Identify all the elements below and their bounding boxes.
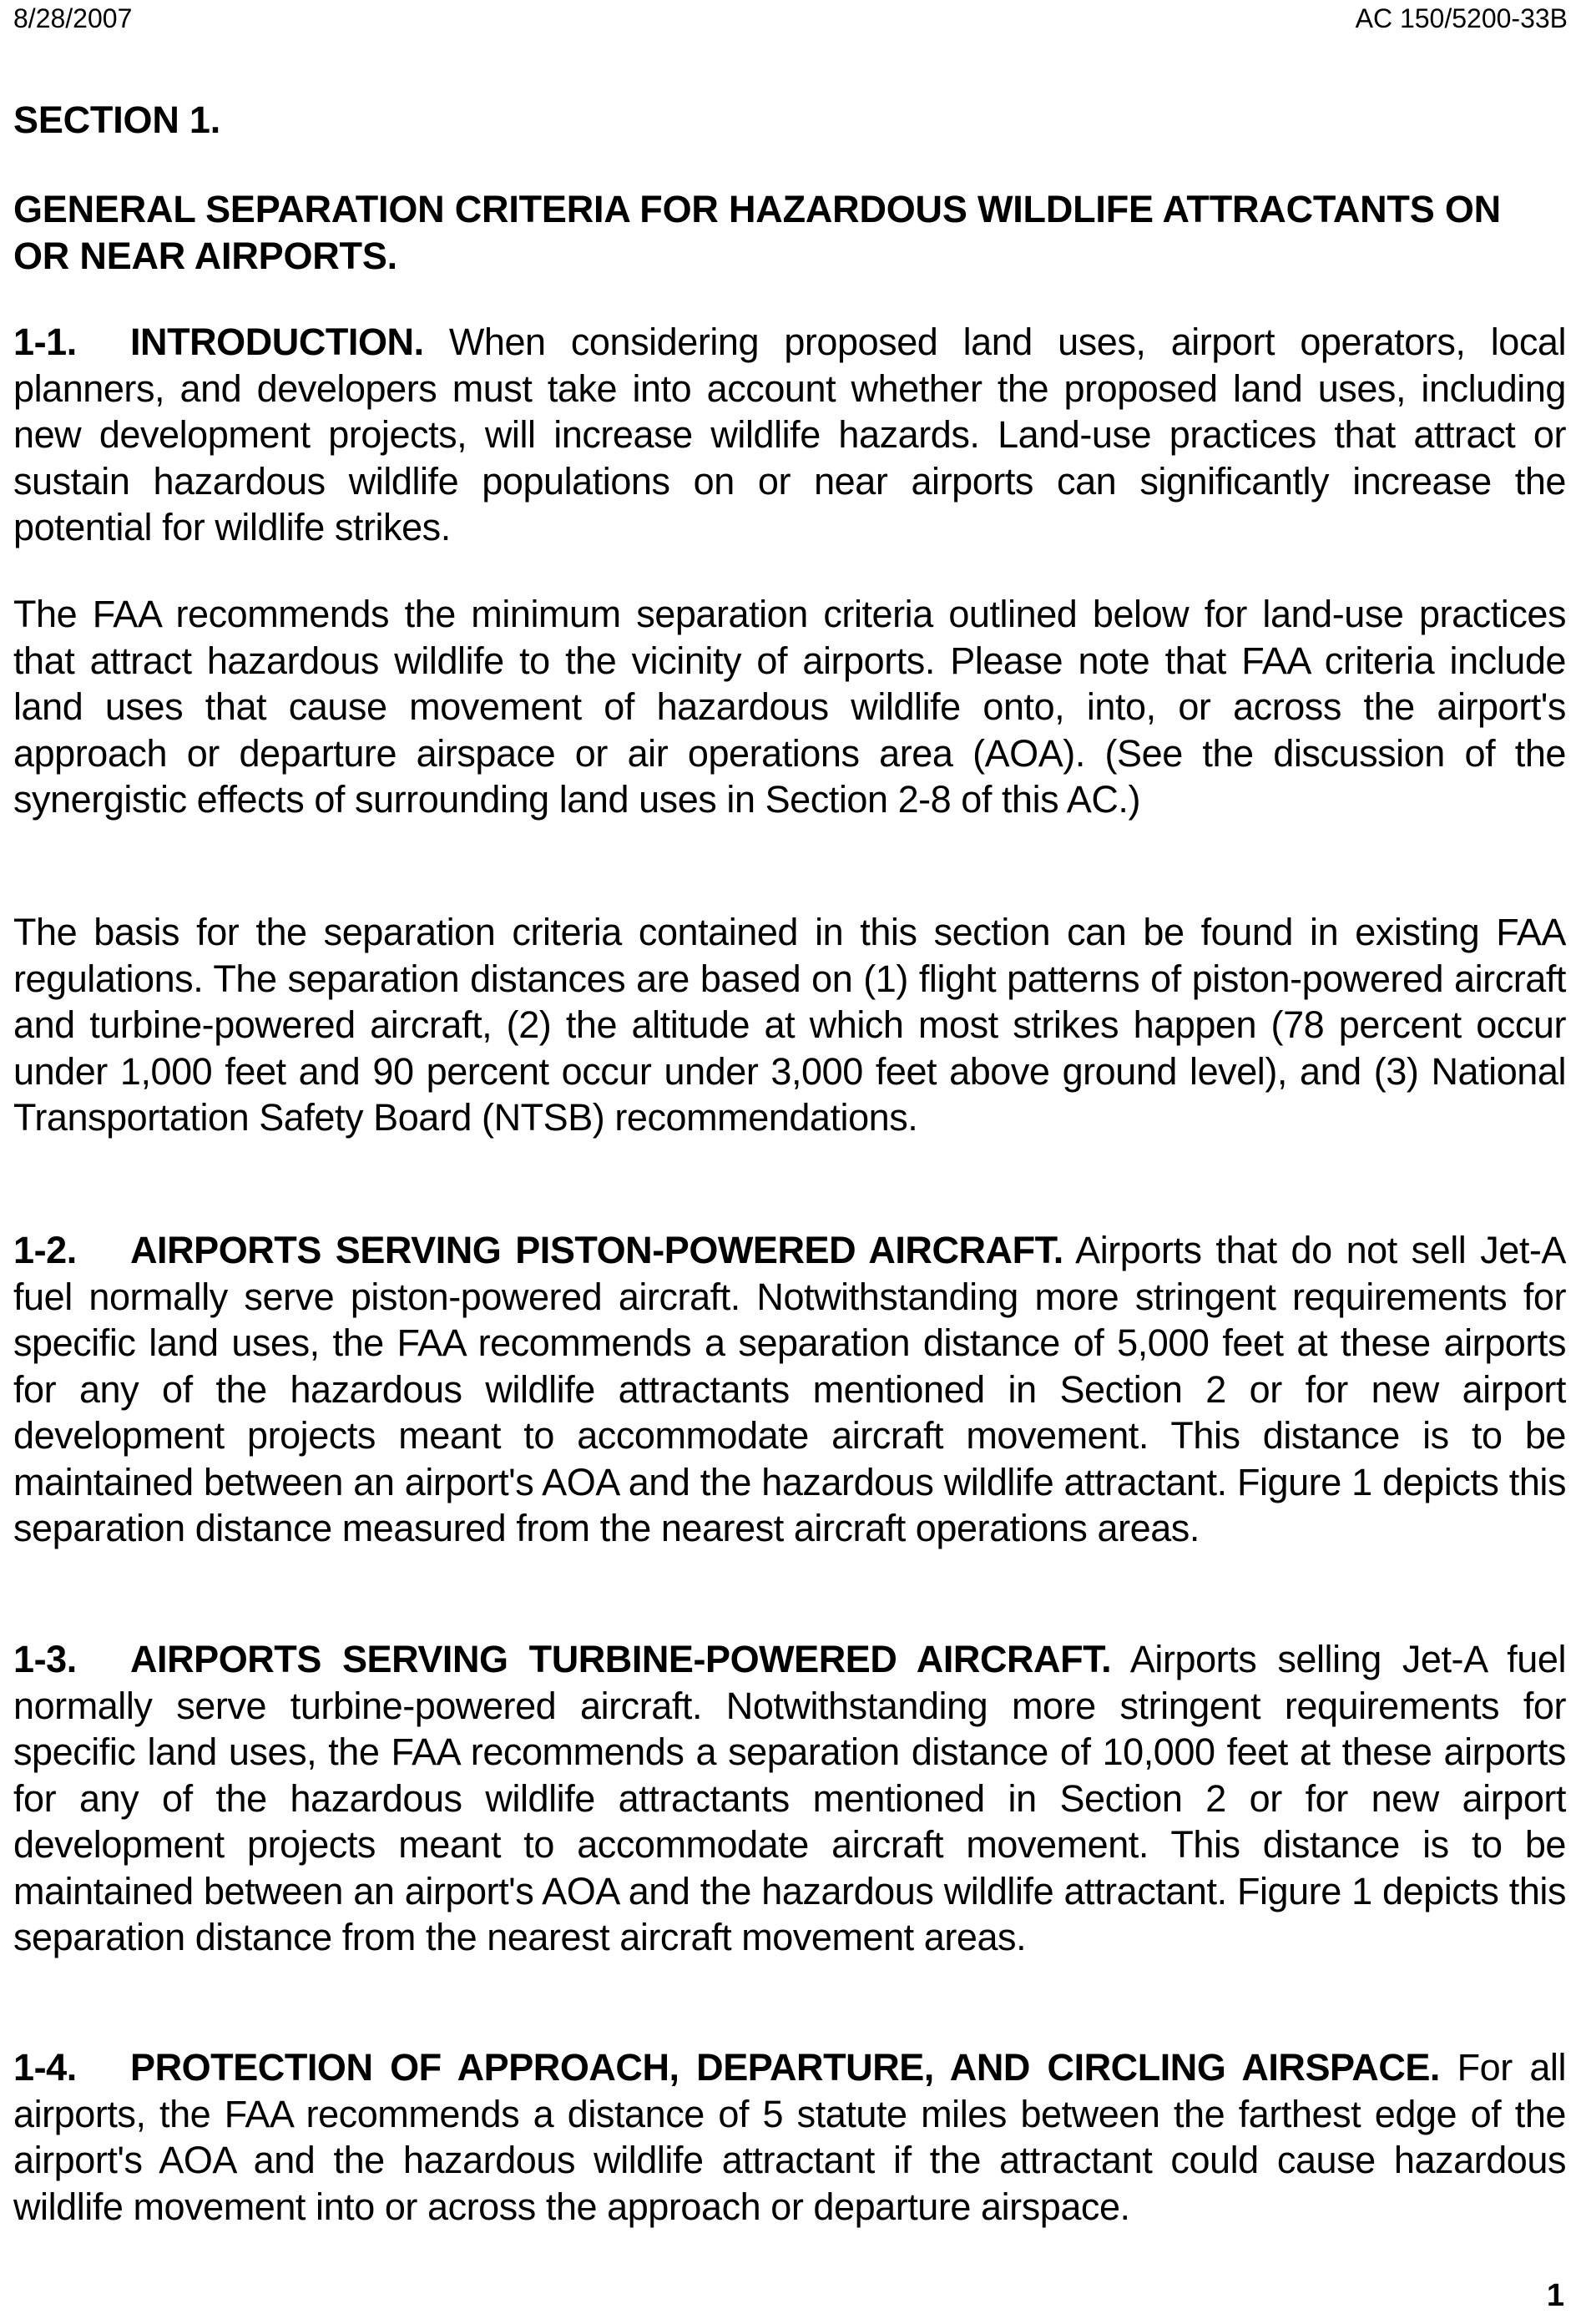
section-number: 1-2. [13, 1229, 77, 1271]
paragraph-text: Airports selling Jet-A fuel normally serve turbine-powered aircraft. Notwithstanding more stringent requirements for specific land uses, the FAA recommends a separation distance of 10,000 feet at these airports for any of the hazardous wildlife attractants mentioned in Section 2 or for new airport development projects meant to accommodate aircraft movement. This distance is to be maintained between an airport's AOA and the hazardous wildlife attractant. Figure 1 depicts this separation distance from the nearest aircraft movement areas. [13, 1638, 1566, 1958]
paragraph-1-1-b: The FAA recommends the minimum separation criteria outlined below for land-use practices that attract hazardous wildlife to the vicinity of airports. Please note that FAA criteria include land uses that cause movement of hazardous wildlife onto, into, or across the airport's approach or departure airspace or air operations area (AOA). (See the discussion of the synergistic effects of surrounding land uses in Section 2-8 of this AC.) [13, 593, 1566, 821]
section-number: 1-1. [13, 321, 77, 363]
paragraph-1-1 [13, 319, 1566, 551]
header-doc-id: AC 150/5200-33B [1355, 3, 1568, 33]
paragraph-text: For all airports, the FAA recommends a distance of 5 statute miles between the farthest edge of the airport's AOA and the hazardous wildlife attractant if the attractant could cause hazardous wildlife movement into or across the approach or departure airspace. [13, 2046, 1566, 2228]
section-label: SECTION 1. [13, 99, 221, 141]
page-number: 1 [1546, 2278, 1564, 2313]
paragraph-1-3 [13, 1636, 1566, 1961]
section-heading: PROTECTION OF APPROACH, DEPARTURE, AND CIRCLING AIRSPACE. [130, 2046, 1440, 2089]
section-heading: INTRODUCTION. [130, 321, 424, 363]
section-title: GENERAL SEPARATION CRITERIA FOR HAZARDOUS WILDLIFE ATTRACTANTS ON OR NEAR AIRPORTS. [13, 188, 1501, 277]
header-date: 8/28/2007 [13, 3, 133, 33]
paragraph-text: When considering proposed land uses, airport operators, local planners, and developers must take into account whether the proposed land uses, including new development projects, will increase wildlife hazards. Land-use practices that attract or sustain hazardous wildlife populations on or near airports can significantly increase the potential for wildlife strikes. [13, 321, 1566, 548]
section-number: 1-4. [13, 2046, 77, 2089]
paragraph-text: Airports that do not sell Jet-A fuel normally serve piston-powered aircraft. Notwithstanding more stringent requirements for specific land uses, the FAA recommends a separation distance of 5,000 feet at these airports for any of the hazardous wildlife attractants mentioned in Section 2 or for new airport development projects meant to accommodate aircraft movement. This distance is to be maintained between an airport's AOA and the hazardous wildlife attractant. Figure 1 depicts this separation distance measured from the nearest aircraft operations areas. [13, 1229, 1566, 1549]
section-number: 1-3. [13, 1638, 77, 1680]
paragraph-1-4 [13, 2044, 1566, 2230]
paragraph-1-1-c: The basis for the separation criteria contained in this section can be found in existing FAA regulations. The separation distances are based on (1) flight patterns of piston-powered aircraft and turbine-powered aircraft, (2) the altitude at which most strikes happen (78 percent occur under 1,000 feet and 90 percent occur under 3,000 feet above ground level), and (3) National Transportation Safety Board (NTSB) recommendations. [13, 911, 1566, 1139]
section-heading: AIRPORTS SERVING PISTON-POWERED AIRCRAFT. [130, 1229, 1063, 1271]
section-heading: AIRPORTS SERVING TURBINE-POWERED AIRCRAFT. [130, 1638, 1112, 1680]
paragraph-1-2 [13, 1227, 1566, 1552]
